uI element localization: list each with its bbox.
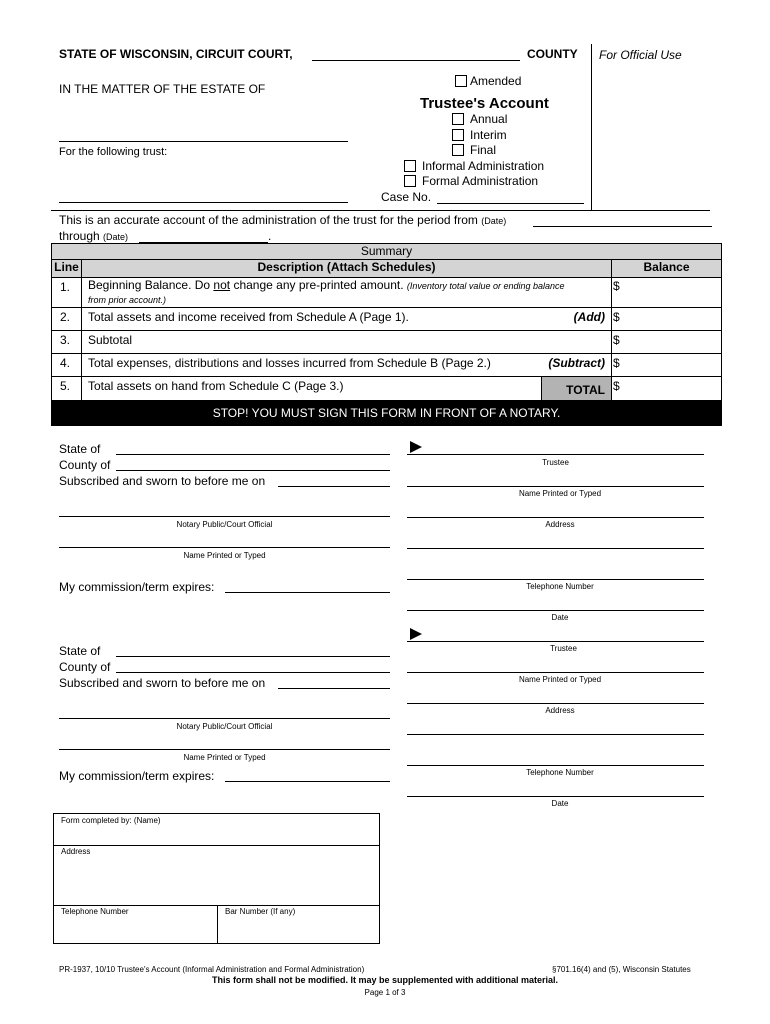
- summary-row-2: [52, 308, 722, 331]
- currency-sign: $: [613, 356, 620, 370]
- statute-reference: §701.16(4) and (5), Wisconsin Statutes: [552, 965, 691, 974]
- row-description: Total assets and income received from Schedule A (Page 1).: [82, 308, 542, 331]
- trustee-caption: Trustee: [550, 644, 577, 653]
- summary-row-1: [52, 278, 722, 308]
- trustee-date-caption: Date: [551, 613, 569, 622]
- notary-name-caption: Name Printed or Typed: [183, 753, 266, 762]
- formal-administration-checkbox[interactable]: [404, 175, 416, 187]
- trustee-caption: Trustee: [542, 458, 569, 467]
- notary-name-input[interactable]: [59, 534, 390, 548]
- sworn-label: Subscribed and sworn to before me on: [59, 676, 266, 690]
- account-period-statement: [59, 213, 506, 227]
- currency-sign: $: [613, 333, 620, 347]
- col-description-header: Description (Attach Schedules): [82, 260, 612, 278]
- official-use-divider: [591, 44, 592, 210]
- amended-label: Amended: [470, 74, 522, 88]
- row-description: [82, 278, 612, 308]
- row1-note2: from prior account.): [88, 295, 167, 305]
- circuit-court-county-input[interactable]: [312, 46, 520, 61]
- completed-by-name-label: Form completed by: (Name): [61, 816, 161, 825]
- state-of-label: State of: [59, 644, 101, 658]
- currency-sign: $: [613, 279, 620, 293]
- row-balance[interactable]: [612, 278, 722, 308]
- state-of-input[interactable]: [116, 441, 390, 455]
- trustee-signature-input[interactable]: [407, 627, 704, 642]
- row-balance[interactable]: [612, 377, 722, 401]
- notary-caption: Notary Public/Court Official: [176, 722, 273, 731]
- through-period: .: [268, 229, 272, 243]
- period-from-date-input[interactable]: [533, 212, 712, 227]
- row-description: Total expenses, distributions and losses incurred from Schedule B (Page 2.): [82, 354, 542, 377]
- through-date-hint: (Date): [103, 232, 129, 242]
- state-of-label: State of: [59, 442, 101, 456]
- page-number: Page 1 of 3: [364, 988, 406, 997]
- summary-row-4: [52, 354, 722, 377]
- county-of-label: County of: [59, 660, 111, 674]
- trustee-address-line2-input[interactable]: [407, 720, 704, 735]
- completed-by-phone-label: Telephone Number: [61, 907, 129, 916]
- informal-administration-checkbox[interactable]: [404, 160, 416, 172]
- sworn-label: Subscribed and sworn to before me on: [59, 474, 266, 488]
- trustee-date-caption: Date: [551, 799, 569, 808]
- col-line-header: Line: [52, 260, 82, 278]
- trustee-phone-input[interactable]: [407, 565, 704, 580]
- county-label: COUNTY: [527, 47, 578, 61]
- sworn-date-input[interactable]: [278, 675, 390, 689]
- notary-name-input[interactable]: [59, 736, 390, 750]
- case-no-label: Case No.: [381, 190, 432, 204]
- completed-by-bar-label: Bar Number (If any): [225, 907, 296, 916]
- row-description: Total assets on hand from Schedule C (Page 3.): [82, 377, 542, 401]
- trustee-address-line2-input[interactable]: [407, 534, 704, 549]
- commission-label: My commission/term expires:: [59, 769, 215, 783]
- row-line-number: 5.: [52, 377, 82, 401]
- trustee-address-caption: Address: [545, 706, 575, 715]
- from-date-hint: (Date): [481, 216, 507, 226]
- period-through-date-input[interactable]: [139, 228, 268, 243]
- county-of-label: County of: [59, 458, 111, 472]
- trustee-signature-input[interactable]: [407, 440, 704, 455]
- notary-signature-input[interactable]: [59, 705, 390, 719]
- caption-divider: [51, 210, 710, 211]
- currency-sign: $: [613, 379, 620, 393]
- state-of-input[interactable]: [116, 643, 390, 657]
- county-of-input[interactable]: [116, 457, 390, 471]
- completed-by-divider-3: [217, 905, 218, 944]
- annual-label: Annual: [470, 112, 508, 126]
- commission-label: My commission/term expires:: [59, 580, 215, 594]
- completed-by-address-label: Address: [61, 847, 91, 856]
- trustee-address-input[interactable]: [407, 503, 704, 518]
- trustee-phone-caption: Telephone Number: [526, 582, 594, 591]
- summary-row-5: [52, 377, 722, 401]
- trustee-date-input[interactable]: [407, 782, 704, 797]
- notary-caption: Notary Public/Court Official: [176, 520, 273, 529]
- period-statement-text: This is an accurate account of the administration of the trust for the period from: [59, 213, 478, 227]
- through-label: through: [59, 229, 100, 243]
- row1-text: Beginning Balance. Do: [88, 278, 214, 292]
- total-tag: TOTAL: [542, 377, 612, 401]
- row-operation-tag: (Add): [542, 308, 612, 331]
- row1-note: (Inventory total value or ending balance: [406, 281, 565, 291]
- estate-matter-label: IN THE MATTER OF THE ESTATE OF: [59, 82, 266, 96]
- estate-name-input[interactable]: [59, 127, 348, 142]
- row-balance[interactable]: [612, 308, 722, 331]
- trustee-name-caption: Name Printed or Typed: [518, 675, 602, 684]
- official-use-label: For Official Use: [599, 48, 682, 62]
- trustee-address-input[interactable]: [407, 689, 704, 704]
- row-line-number: 3.: [52, 331, 82, 354]
- trustee-name-input[interactable]: [407, 658, 704, 673]
- through-line: [59, 229, 128, 243]
- notary-warning-banner: STOP! YOU MUST SIGN THIS FORM IN FRONT OF A NOTARY.: [52, 401, 722, 426]
- row-balance[interactable]: [612, 354, 722, 377]
- court-heading: STATE OF WISCONSIN, CIRCUIT COURT,: [59, 47, 293, 61]
- row1-underline: not: [213, 278, 231, 292]
- trust-label: For the following trust:: [59, 146, 168, 158]
- interim-label: Interim: [470, 128, 507, 142]
- row-description: Subtotal: [82, 331, 612, 354]
- trustee-date-input[interactable]: [407, 596, 704, 611]
- row1-text2: change any pre-printed amount.: [230, 278, 404, 292]
- summary-title: Summary: [52, 244, 722, 260]
- sworn-date-input[interactable]: [278, 473, 390, 487]
- currency-sign: $: [613, 310, 620, 324]
- formal-administration-label: Formal Administration: [422, 174, 539, 188]
- trustee-address-caption: Address: [545, 520, 575, 529]
- row-line-number: 1.: [52, 278, 82, 308]
- amended-checkbox[interactable]: [455, 75, 467, 87]
- trustee-name-input[interactable]: [407, 472, 704, 487]
- informal-administration-label: Informal Administration: [422, 159, 545, 173]
- trustee-name-caption: Name Printed or Typed: [518, 489, 602, 498]
- interim-checkbox[interactable]: [452, 129, 464, 141]
- row-line-number: 2.: [52, 308, 82, 331]
- trustee-phone-input[interactable]: [407, 751, 704, 766]
- commission-date-input[interactable]: [225, 768, 390, 782]
- row-line-number: 4.: [52, 354, 82, 377]
- annual-checkbox[interactable]: [452, 113, 464, 125]
- notary-signature-input[interactable]: [59, 503, 390, 517]
- form-id: PR-1937, 10/10 Trustee's Account (Informal Administration and Formal Administration): [59, 965, 365, 974]
- notary-name-caption: Name Printed or Typed: [183, 551, 266, 560]
- summary-table: [51, 243, 722, 426]
- modification-notice: This form shall not be modified. It may be supplemented with additional material.: [211, 975, 559, 985]
- completed-by-divider-1: [53, 845, 380, 846]
- row-operation-tag: (Subtract): [542, 354, 612, 377]
- final-label: Final: [470, 143, 497, 157]
- case-no-input[interactable]: [437, 189, 584, 204]
- row-balance[interactable]: [612, 331, 722, 354]
- col-balance-header: Balance: [612, 260, 722, 278]
- trustee-phone-caption: Telephone Number: [526, 768, 594, 777]
- form-title: Trustee's Account: [420, 95, 549, 112]
- county-of-input[interactable]: [116, 659, 390, 673]
- final-checkbox[interactable]: [452, 144, 464, 156]
- trust-name-input[interactable]: [59, 188, 348, 203]
- commission-date-input[interactable]: [225, 579, 390, 593]
- summary-row-3: [52, 331, 722, 354]
